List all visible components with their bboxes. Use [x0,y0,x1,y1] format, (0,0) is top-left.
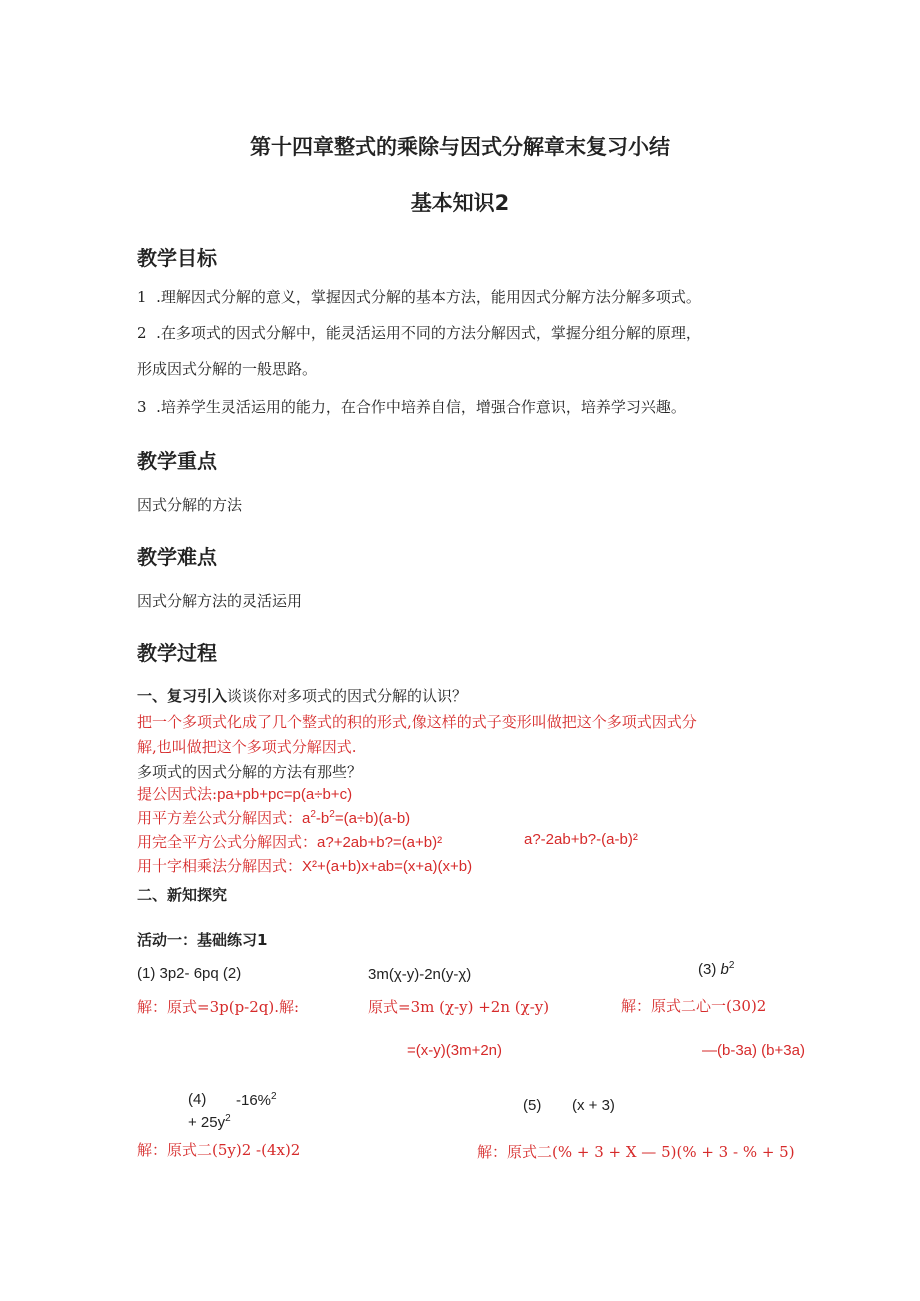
method-2-sup-b: 2 [329,809,335,820]
difficulty-text: 因式分解方法的灵活运用 [137,592,303,610]
method-2-formula-b: -b [315,810,330,827]
goal-item-2-continued: 形成因式分解的一般思路。 [137,360,318,378]
method-2-label: 用平方差公式分解因式： [137,809,303,827]
exercise-4-term-1: -16% [236,1092,272,1109]
exercise-4-label: (4) [188,1091,207,1108]
exercise-3-sup: 2 [728,960,735,971]
process-heading: 教学过程 [137,641,217,665]
answer-2-line-2: =(x-y)(3m+2n) [407,1042,503,1059]
method-common-factor [137,783,352,804]
document-title: 第十四章整式的乘除与因式分解章末复习小结 [250,135,670,159]
method-2-formula [302,810,410,827]
answer-3-line-2: —(b-3a) (b+3a) [702,1042,805,1059]
method-1-formula: pa+pb+pc=p(a÷b+c) [217,786,353,803]
exercise-4-part-1 [236,1091,277,1109]
document-subtitle: 基本知识2 [410,191,510,215]
focus-text: 因式分解的方法 [137,496,243,514]
exercise-2-expression: 3m(χ-y)-2n(y-χ) [368,966,472,983]
exercise-4-term-2: + 25y [188,1114,226,1131]
goal-item-3: 3 .培养学生灵活运用的能力，在合作中培养自信，增强合作意识，培养学习兴趣。 [137,398,686,416]
focus-heading: 教学重点 [137,449,217,473]
method-3-formula-1: a?+2ab+b?=(a+b)² [317,834,443,851]
exercise-4-sup-1: 2 [271,1091,277,1102]
method-2-sup-a: 2 [310,809,316,820]
review-line [137,685,467,706]
method-perfect-square [137,831,442,852]
definition-line-1: 把一个多项式化成了几个整式的积的形式,像这样的式子变形叫做把这个多项式因式分 [137,713,697,731]
method-3-label: 用完全平方公式分解因式： [137,833,318,851]
exercise-4-part-2 [188,1113,231,1131]
answer-4: 解：原式二(5y)2 -(4x)2 [137,1141,301,1159]
exercise-3 [698,960,734,978]
difficulty-heading: 教学难点 [137,545,217,569]
exercise-1-2: (1) 3p2- 6pq (2) [137,965,242,982]
methods-question: 多项式的因式分解的方法有那些？ [137,763,363,781]
definition-line-2: 解,也叫做把这个多项式分解因式. [137,738,357,756]
review-label: 一、复习引入 [137,687,228,705]
method-3-formula-2: a?-2ab+b?-(a-b)² [524,831,638,848]
goal-item-2: 2 .在多项式的因式分解中，能灵活运用不同的方法分解因式，掌握分组分解的原理， [137,324,701,342]
method-1-label: 提公因式法: [137,785,218,803]
exercise-3-label: (3) [698,961,721,978]
method-difference-of-squares [137,807,410,828]
activity-title: 活动一：基础练习1 [137,931,268,949]
goals-heading: 教学目标 [137,246,217,270]
answer-1: 解：原式=3p(p-2q).解: [137,998,300,1016]
answer-5: 解：原式二(% + 3 + X — 5)(% + 3 - % + 5) [477,1143,795,1161]
method-2-formula-c: =(a÷b)(a-b) [334,810,411,827]
exercise-4-sup-2: 2 [225,1113,231,1124]
answer-2-line-1: 原式=3m (χ-y) +2n (χ-y) [368,998,550,1016]
method-2-formula-a: a [302,810,311,827]
exercise-5-expression: (x + 3) [572,1097,615,1114]
method-4-formula: X²+(a+b)x+ab=(x+a)(x+b) [302,858,473,875]
answer-3-line-1: 解：原式二心一(30)2 [621,997,767,1015]
exercise-3-var: b [720,961,729,978]
exercise-5-label: (5) [523,1097,542,1114]
method-4-label: 用十字相乘法分解因式： [137,857,303,875]
review-question: 谈谈你对多项式的因式分解的认识？ [227,687,468,705]
new-knowledge-heading: 二、新知探究 [137,886,228,904]
goal-item-1: 1 .理解因式分解的意义，掌握因式分解的基本方法，能用因式分解方法分解多项式。 [137,288,701,306]
method-cross-multiplication [137,855,472,876]
